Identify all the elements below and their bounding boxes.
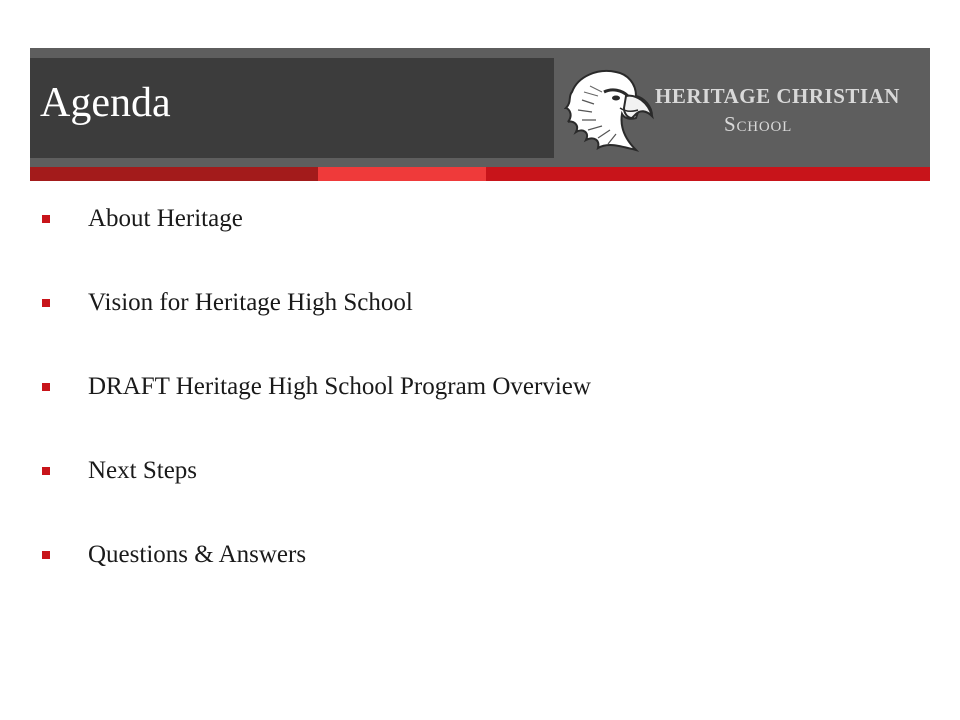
eagle-icon bbox=[564, 62, 658, 156]
agenda-item-text: About Heritage bbox=[88, 205, 243, 232]
logo-text-school-name: HERITAGE CHRISTIAN bbox=[655, 84, 900, 108]
slide-title: Agenda bbox=[40, 80, 171, 126]
accent-segment-dark bbox=[30, 167, 318, 181]
school-logo bbox=[564, 62, 924, 158]
square-bullet-icon bbox=[42, 551, 50, 559]
square-bullet-icon bbox=[42, 467, 50, 475]
accent-bar bbox=[30, 167, 930, 181]
square-bullet-icon bbox=[42, 383, 50, 391]
logo-text-school: School bbox=[724, 112, 793, 136]
accent-segment-main bbox=[486, 167, 930, 181]
agenda-item-text: DRAFT Heritage High School Program Overview bbox=[88, 373, 591, 400]
square-bullet-icon bbox=[42, 299, 50, 307]
agenda-item-text: Vision for Heritage High School bbox=[88, 289, 413, 316]
accent-segment-bright bbox=[318, 167, 486, 181]
square-bullet-icon bbox=[42, 215, 50, 223]
agenda-item-text: Questions & Answers bbox=[88, 541, 307, 568]
agenda-item-text: Next Steps bbox=[88, 457, 198, 484]
